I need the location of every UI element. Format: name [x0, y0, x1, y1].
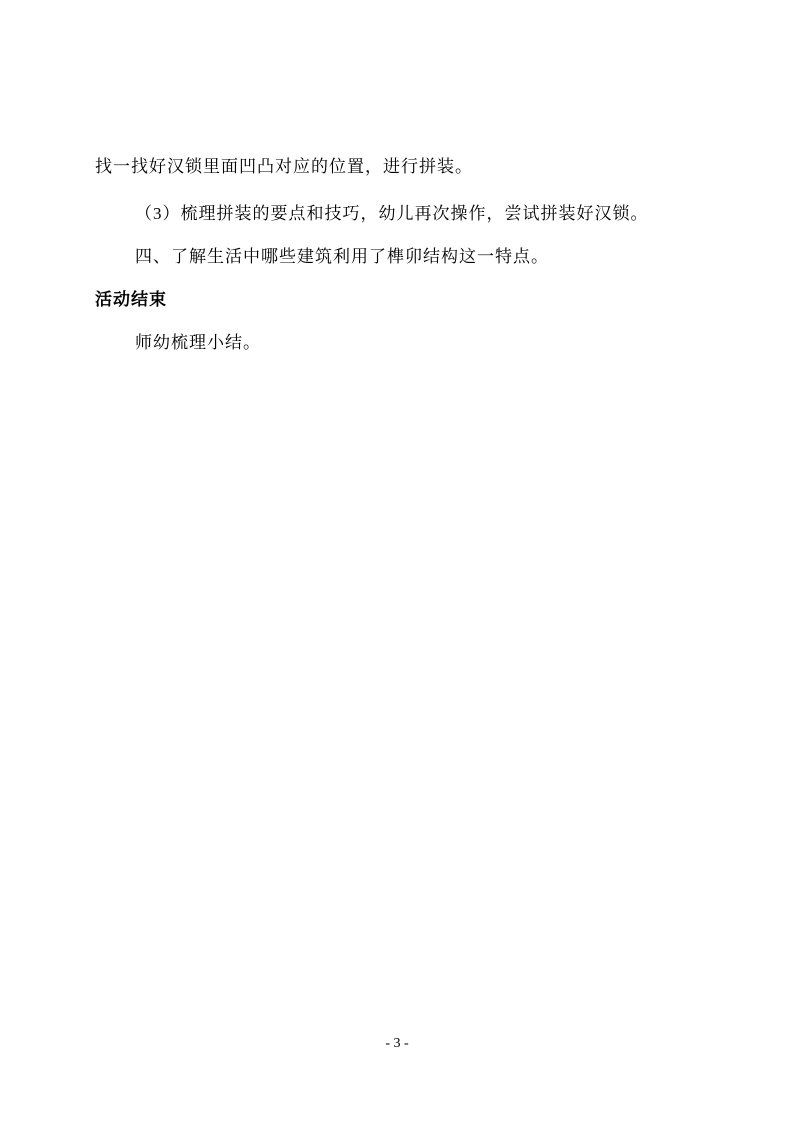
paragraph-step-3: （3）梳理拼装的要点和技巧，幼儿再次操作，尝试拼装好汉锁。: [135, 204, 649, 223]
paragraph-continuation: 找一找好汉锁里面凹凸对应的位置，进行拼装。: [95, 157, 473, 176]
section-heading-activity-end: 活动结束: [95, 290, 167, 309]
paragraph-summary: 师幼梳理小结。: [135, 333, 261, 352]
document-body: [95, 145, 704, 364]
paragraph-section-four: 四、了解生活中哪些建筑利用了榫卯结构这一特点。: [135, 247, 549, 266]
page-number: - 3 -: [385, 1036, 409, 1051]
